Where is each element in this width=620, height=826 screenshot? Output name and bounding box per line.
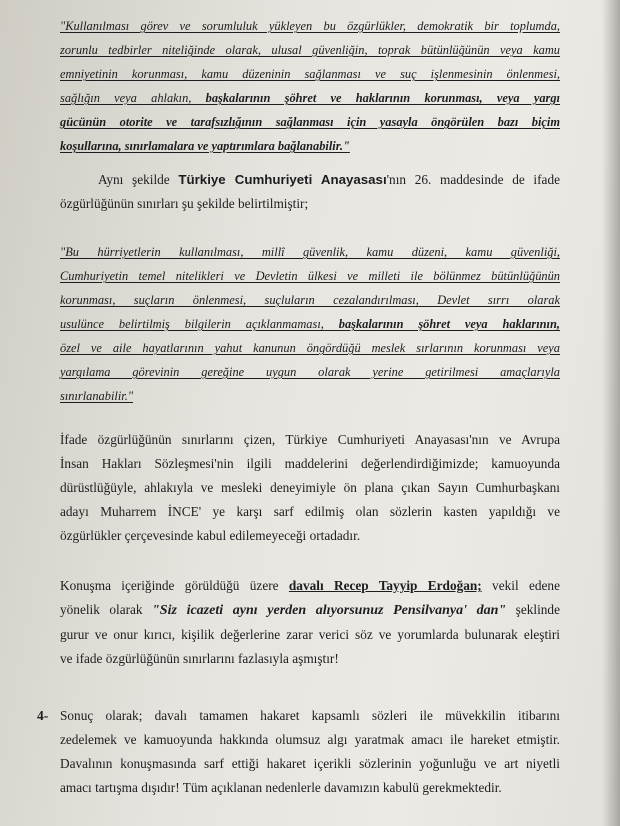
quote2-line: Cumhuriyetin temel nitelikleri ve Devletin ülkesi ve milleti ile bölünmez bütünlüğünün (60, 269, 560, 283)
para2-line: adayı Muharrem İNCE' ye karşı sarf edilmiş olan sözlerin kasten yapıldığı ve (60, 504, 560, 519)
quote2-line: sınırlanabilir." (60, 389, 134, 403)
speech-quote: "Siz icazeti aynı yerden alıyorsunuz Pensilvanya' dan" (152, 603, 507, 618)
quote2-text: usulünce belirtilmiş bilgilerin açıklanmaması, (60, 317, 339, 331)
quote2-line: yargılama görevinin gereğine uygun olarak yerine getirilmesi amaçlarıyla (60, 365, 560, 379)
quote2-line: özel ve aile hayatlarının yahut kanunun öngördüğü meslek sırlarının korunması veya (60, 341, 560, 355)
para1-text: 'nın 26. maddesinde de ifade (386, 172, 560, 187)
para1-bold: Türkiye Cumhuriyeti Anayasası (178, 172, 387, 187)
para1-line (60, 168, 560, 192)
para2-line: İnsan Hakları Sözleşmesi'nin ilgili maddelerini değerlendirdiğimizde; kamuoyunda (60, 456, 560, 471)
quote1-line: gücünün otorite ve tarafsızlığının sağlanması için yasayla öngörülen bazı biçim (60, 115, 560, 129)
para3-text: Konuşma içeriğinde görüldüğü üzere (60, 578, 289, 593)
paragraph-evaluation (60, 428, 560, 548)
quote1-text: sağlığın veya ahlakın, (60, 91, 206, 105)
quote-european-convention (60, 14, 560, 158)
quote2-line (60, 312, 560, 336)
para3-text: vekil edene (481, 578, 560, 593)
para1-text: Aynı şekilde (98, 172, 179, 187)
quote1-line: zorunlu tedbirler niteliğinde olarak, ulusal güvenliğin, toprak bütünlüğünün veya kamu (60, 43, 560, 57)
page-edge-shadow (602, 0, 620, 826)
para2-line: İfade özgürlüğünün sınırlarını çizen, Türkiye Cumhuriyeti Anayasası'nın ve Avrupa (60, 432, 560, 447)
para1-line: özgürlüğünün sınırları şu şekilde belirtilmiştir; (60, 196, 309, 211)
section4-line: zedelemek ve kamuoyunda hakkında olumsuz algı yaratmak amacı ile hareket etmiştir. (60, 732, 560, 747)
para3-text: şeklinde (506, 602, 560, 617)
para2-line: dürüstlüğüyle, ahlakıyla ve mesleki deneyimiyle ön plana çıkan Sayın Cumhurbaşkanı (60, 480, 560, 495)
quote1-line: "Kullanılması görev ve sorumluluk yükleyen bu özgürlükler, demokratik bir toplumda, (60, 19, 560, 33)
paragraph-constitution-intro (60, 168, 560, 216)
para3-text: yönelik olarak (60, 602, 153, 617)
quote-constitution-article-26 (60, 240, 560, 408)
para3-line: ve ifade özgürlüğünün sınırlarını fazlasıyla aşmıştır! (60, 651, 339, 666)
quote1-line: koşullarına, sınırlamalara ve yaptırımlara bağlanabilir." (60, 139, 350, 153)
quote2-bold: başkalarının şöhret veya haklarının, (338, 317, 560, 331)
quote2-line: korunması, suçların önlenmesi, suçluların cezalandırılması, Devlet sırrı olarak (60, 293, 560, 307)
para3-line (60, 598, 560, 623)
section-number: 4- (37, 708, 49, 723)
quote1-bold: başkalarının şöhret ve haklarının korunması, veya yargı (205, 91, 560, 105)
section4-line: Davalının konuşmasında sarf ettiği hakaret içerikli sözlerinin yoğunluğu ve art niyetli (60, 756, 560, 771)
para3-line: gurur ve onur kırıcı, kişilik değerlerine zarar verici söz ve yorumlarda bulunarak eleştiri (60, 627, 560, 642)
defendant-name: davalı Recep Tayyip Erdoğan; (288, 578, 482, 593)
section4-line: amacı tartışma dışıdır! Tüm açıklanan nedenlerle davamızın kabulü gerekmektedir. (60, 780, 502, 795)
quote2-line: "Bu hürriyetlerin kullanılması, millî güvenlik, kamu düzeni, kamu güvenliği, (60, 245, 560, 259)
quote1-line: emniyetinin korunması, kamu düzeninin sağlanması ve suç işlenmesinin önlenmesi, (60, 67, 560, 81)
quote1-line (60, 86, 560, 110)
section-4-conclusion (60, 704, 560, 800)
para2-line: özgürlükler çerçevesinde kabul edilemeyeceği ortadadır. (60, 528, 361, 543)
paragraph-speech-content (60, 574, 560, 671)
section4-line: Sonuç olarak; davalı tamamen hakaret kapsamlı sözleri ile müvekkilin itibarını (60, 708, 560, 723)
para3-line (60, 574, 560, 598)
